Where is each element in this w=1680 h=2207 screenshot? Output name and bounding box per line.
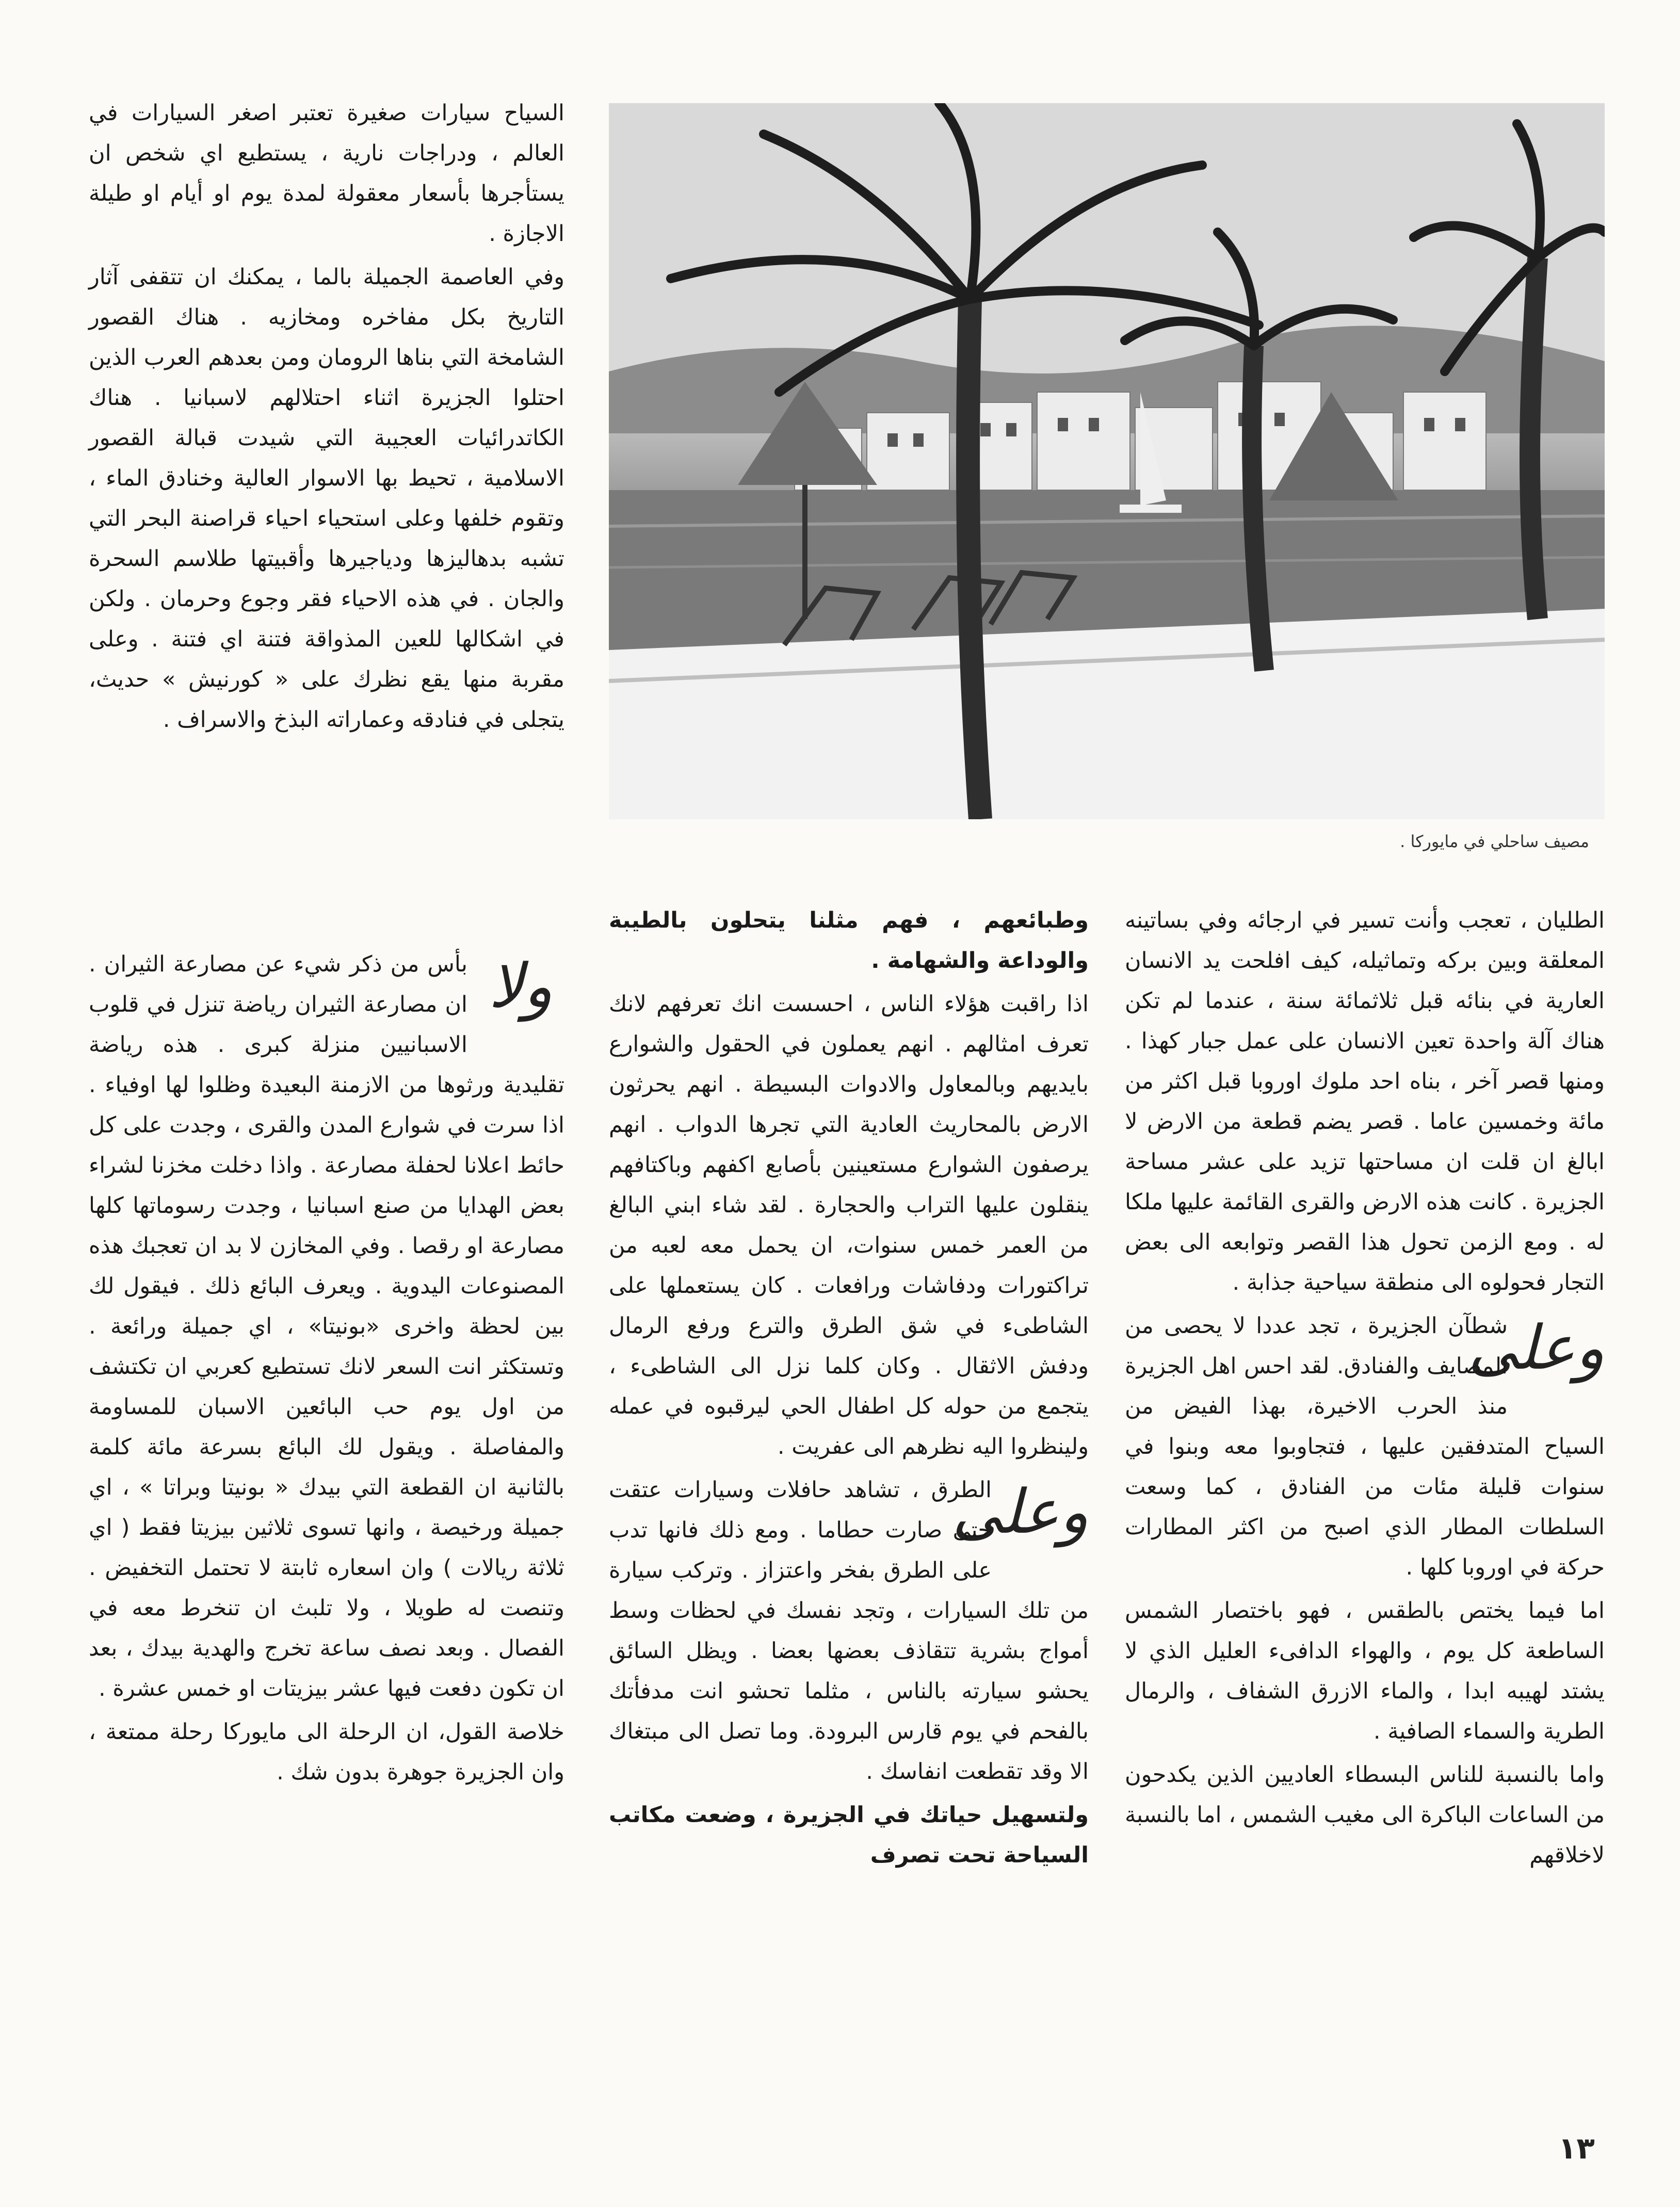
paragraph: اما فيما يختص بالطقس ، فهو باختصار الشمس الساطعة كل يوم ، والهواء الدافىء العليل الذي لا يشتد لهيبه ابدا ، والماء الازرق الشفاف ، والرمال الطرية والسماء الصافية . [1125,1598,1605,1744]
paragraph: وطبائعهم ، فهم مثلنا يتحلون بالطيبة والوداعة والشهامة . [609,907,1089,973]
paragraph: الطليان ، تعجب وأنت تسير في ارجائه وفي بساتينه المعلقة وبين بركه وتماثيله، كيف افلحت يد الانسان العارية في بنائه قبل ثلاثمائة سنة ، عندما لم تكن هناك آلة واحدة تعين الانسان على عمل جبار كهذا . ومنها قصر آخر ، بناه احد ملوك اوروبا قبل اكثر من مائة وخمسين عاما . قصر يضم قطعة من الارض لا ابالغ ان قلت ان مساحتها تزيد على عشر مساحة الجزيرة . كانت هذه الارض والقرى القائمة عليها ملكا له . ومع الزمن تحول هذا القصر وتوابعه الى بعض التجار فحولوه الى منطقة سياحية جذابة . [1125,907,1605,1295]
paragraph-with-dropcap [89,944,564,1709]
paragraph-text: بأس من ذكر شيء عن مصارعة الثيران . ان مصارعة الثيران رياضة تنزل في قلوب الاسبانيين منزلة كبرى . هذه رياضة تقليدية ورثوها من الازمنة البعيدة وظلوا لها اوفياء . اذا سرت في شوارع المدن والقرى ، وجدت على كل حائط اعلانا لحفلة مصارعة . واذا دخلت مخزنا لشراء بعض الهدايا من صنع اسبانيا ، وجدت رسوماتها كلها مصارعة او رقصا . وفي المخازن لا بد ان تعجبك هذه المصنوعات اليدوية . ويعرف البائع ذلك . فيقول لك بين لحظة واخرى «بونيتا» ، اي جميلة ورائعة . وتستكثر انت السعر لانك تستطيع كعربي ان تكتشف من اول يوم حب البائعين الاسبان للمساومة والمفاصلة . ويقول لك البائع بسرعة مائة كلمة بالثانية ان القطعة التي بيدك « بونيتا وبراتا » ، اي جميلة ورخيصة ، وانها تسوى ثلاثين بيزيتا فقط ( اي ثلاثة ريالات ) وان اسعاره ثابتة لا تحتمل التخفيض . وتنصت له طويلا ، ولا تلبث ان تنخرط معه في الفصال . وبعد نصف ساعة تخرج والهدية بيدك ، بعد ان تكون دفعت فيها عشر بيزيتات او خمس عشرة . [89,951,564,1701]
dropcap-wa-ala: وعلى [1468,1312,1605,1383]
paragraph: واما بالنسبة للناس البسطاء العاديين الذين يكدحون من الساعات الباكرة الى مغيب الشمس ، اما بالنسبة لاخلاقهم [1125,1762,1605,1868]
text-column-top-left [89,93,564,944]
paragraph-text: الطرق ، تشاهد حافلات وسيارات عتقت حتى صارت حطاما . ومع ذلك فانها تدب على الطرق بفخر واعتزاز . وتركب سيارة من تلك السيارات ، وتجد نفسك في لحظات وسط أمواج بشرية تتقاذف بعضها بعضا . ويظل السائق يحشو سيارته بالناس ، مثلما تحشو انت مدفأتك بالفحم في يوم قارس البرودة. وما تصل الى مبتغاك الا وقد تقطعت انفاسك . [609,1477,1089,1784]
paragraph: اذا راقبت هؤلاء الناس ، احسست انك تعرفهم لانك تعرف امثالهم . انهم يعملون في الحقول والشوارع بايديهم وبالمعاول والادوات البسيطة . انهم يحرثون الارض بالمحاريث العادية التي تجرها الدواب . انهم يرصفون الشوارع مستعينين بأصابع اكفهم وباكتافهم ينقلون عليها التراب والحجارة . لقد شاء ابني البالغ من العمر خمس سنوات، ان يحمل معه لعبه من تراكتورات ودفاشات ورافعات . كان يستعملها على الشاطىء في شق الطرق والترع ورفع الرمال ودفش الاثقال . وكان كلما نزل الى الشاطىء ، يتجمع من حوله كل اطفال الحي ليرقبوه في عمله ولينظروا اليه نظرهم الى عفريت . [609,991,1089,1459]
dropcap-wala: ولا [488,950,553,1021]
text-column-bottom-left [89,944,564,2115]
paragraph: وفي العاصمة الجميلة بالما ، يمكنك ان تتقفى آثار التاريخ بكل مفاخره ومخازيه . هناك القصور الشامخة التي بناها الرومان ومن بعدهم العرب الذين احتلوا الجزيرة اثناء احتلالهم لاسبانيا . هناك الكاتدرائيات العجيبة التي شيدت قبالة القصور الاسلامية ، تحيط بها الاسوار العالية وخنادق الماء ، وتقوم خلفها وعلى استحياء احياء قراصنة البحر التي تشبه بدهاليزها ودياجيرها وأقبيتها طلاسم السحرة والجان . في هذه الاحياء فقر وجوع وحرمان . ولكن في اشكالها للعين المذواقة فتنة اي فتنة . وعلى مقربة منها يقع نظرك على « كورنيش » حديث، يتجلى في فنادقه وعماراته البذخ والاسراف . [89,264,564,733]
text-column-bottom-right [1125,900,1605,2118]
photo-illustration [609,103,1605,819]
paragraph: السياح سيارات صغيرة تعتبر اصغر السيارات في العالم ، ودراجات نارية ، يستطيع اي شخص ان يستأجرها بأسعار معقولة لمدة يوم او أيام او طيلة الاجازة . [89,100,564,247]
paragraph: خلاصة القول، ان الرحلة الى مايوركا رحلة ممتعة ، وان الجزيرة جوهرة بدون شك . [89,1719,564,1785]
paragraph-with-dropcap [609,1470,1089,1792]
text-column-bottom-middle [609,900,1089,2128]
paragraph-with-dropcap [1125,1306,1605,1587]
paragraph-text: شطآن الجزيرة ، تجد عددا لا يحصى من المصايف والفنادق. لقد احس اهل الجزيرة منذ الحرب الاخيرة، بهذا الفيض من السياح المتدفقين عليها ، فتجاوبوا معه وبنوا في سنوات قليلة مئات من الفنادق ، كما وسعت السلطات المطار الذي اصبح من اكثر المطارات حركة في اوروبا كلها . [1125,1313,1605,1580]
dropcap-wa-ala: وعلى [952,1476,1089,1547]
photo-caption: مصيف ساحلي في مايوركا . [1400,832,1589,851]
coastal-resort-photo [609,103,1605,819]
paragraph: ولتسهيل حياتك في الجزيرة ، وضعت مكاتب السياحة تحت تصرف [609,1802,1089,1868]
page-number: ١٣ [1558,2131,1595,2166]
